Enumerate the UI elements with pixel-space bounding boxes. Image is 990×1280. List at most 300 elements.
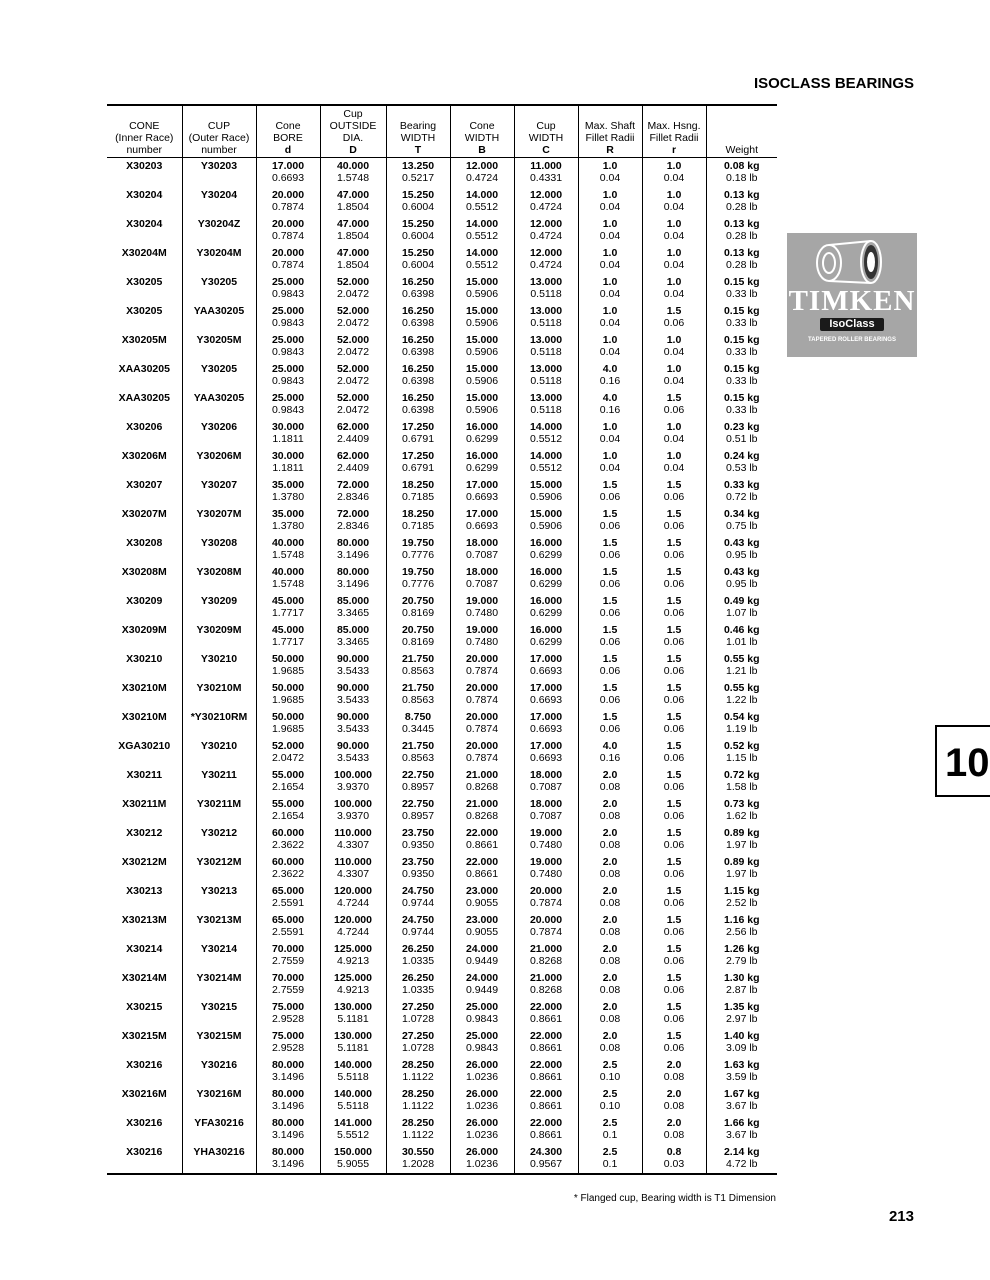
table-body — [107, 158, 777, 1175]
secondary-value: 0.06 — [663, 1013, 685, 1025]
primary-value: 2.0 — [602, 1001, 618, 1013]
primary-value: 0.73 kg — [723, 798, 760, 810]
secondary-value: 0.06 — [663, 810, 685, 822]
primary-value: 1.0 — [666, 421, 682, 433]
value-cell — [514, 738, 578, 767]
secondary-value: 0.7874 — [465, 665, 499, 677]
primary-value: 1.5 — [602, 508, 618, 520]
primary-value: 35.000 — [271, 479, 305, 491]
value-cell — [642, 651, 706, 680]
secondary-value: 0.8661 — [465, 839, 499, 851]
value-cell — [450, 796, 514, 825]
primary-value: 20.000 — [271, 218, 305, 230]
value-cell — [386, 593, 450, 622]
secondary-value: 3.67 lb — [725, 1129, 758, 1141]
cup-number-cell: Y30207 — [182, 477, 256, 506]
value-cell — [578, 593, 642, 622]
primary-value: 15.000 — [465, 276, 499, 288]
value-cell — [642, 158, 706, 188]
primary-value: 0.55 kg — [723, 653, 760, 665]
value-cell — [642, 390, 706, 419]
secondary-value: 0.04 — [663, 230, 685, 242]
primary-value: 80.000 — [336, 566, 370, 578]
secondary-value: 0.16 — [599, 404, 621, 416]
secondary-value: 0.6398 — [401, 288, 435, 300]
value-cell — [578, 1144, 642, 1174]
secondary-value: 0.6693 — [271, 172, 305, 184]
secondary-value: 1.1122 — [402, 1071, 434, 1083]
value-cell — [578, 419, 642, 448]
primary-value: 16.250 — [401, 305, 435, 317]
primary-value: 55.000 — [271, 798, 305, 810]
secondary-value: 0.08 — [599, 1042, 621, 1054]
secondary-value: 0.16 — [599, 375, 621, 387]
value-cell — [256, 245, 320, 274]
primary-value: 24.300 — [529, 1146, 563, 1158]
secondary-value: 0.6791 — [401, 462, 435, 474]
secondary-value: 0.95 lb — [725, 578, 758, 590]
cone-number-cell: XGA30210 — [118, 740, 171, 752]
primary-value: 1.5 — [666, 1001, 682, 1013]
cup-number-cell: YHA30216 — [182, 1144, 256, 1174]
primary-value: 20.000 — [465, 740, 499, 752]
primary-value: 12.000 — [529, 218, 563, 230]
secondary-value: 0.7776 — [401, 578, 435, 590]
value-cell — [320, 738, 386, 767]
secondary-value: 0.06 — [599, 491, 621, 503]
primary-value: 110.000 — [334, 827, 372, 839]
secondary-value: 0.9843 — [465, 1013, 499, 1025]
secondary-value: 0.06 — [663, 578, 685, 590]
primary-value: 1.15 kg — [723, 885, 760, 897]
value-cell — [256, 1086, 320, 1115]
secondary-value: 0.5118 — [530, 346, 562, 358]
primary-value: 150.000 — [334, 1146, 372, 1158]
table-row — [107, 883, 777, 912]
primary-value: 90.000 — [336, 682, 370, 694]
cup-number-cell: Y30208M — [182, 564, 256, 593]
primary-value: 1.5 — [666, 392, 682, 404]
value-cell — [320, 158, 386, 188]
value-cell — [578, 303, 642, 332]
secondary-value: 0.6693 — [465, 520, 499, 532]
cup-number-cell: Y30204M — [182, 245, 256, 274]
secondary-value: 0.9350 — [401, 839, 435, 851]
secondary-value: 0.7776 — [401, 549, 435, 561]
column-header — [320, 105, 386, 158]
primary-value: 90.000 — [336, 711, 370, 723]
primary-value: 50.000 — [271, 653, 305, 665]
value-cell — [256, 506, 320, 535]
primary-value: 16.250 — [401, 276, 435, 288]
value-cell — [386, 767, 450, 796]
secondary-value: 2.1654 — [271, 781, 305, 793]
secondary-value: 0.08 — [663, 1071, 685, 1083]
value-cell — [320, 448, 386, 477]
secondary-value: 1.19 lb — [725, 723, 758, 735]
value-cell — [706, 709, 777, 738]
value-cell — [514, 1028, 578, 1057]
value-cell — [514, 941, 578, 970]
secondary-value: 0.9744 — [401, 926, 435, 938]
table-row — [107, 1086, 777, 1115]
primary-value: 22.000 — [529, 1030, 563, 1042]
primary-value: 16.250 — [401, 392, 435, 404]
cone-number-cell: X30206M — [121, 450, 167, 462]
value-cell — [450, 709, 514, 738]
secondary-value: 0.72 lb — [725, 491, 758, 503]
secondary-value: 4.72 lb — [725, 1158, 758, 1170]
secondary-value: 0.08 — [599, 868, 621, 880]
primary-value: 20.000 — [465, 682, 499, 694]
value-cell — [706, 883, 777, 912]
cone-number-cell: X30216 — [126, 1117, 163, 1129]
value-cell — [642, 303, 706, 332]
value-cell — [320, 825, 386, 854]
primary-value: 14.000 — [465, 189, 499, 201]
value-cell — [386, 1144, 450, 1174]
value-cell — [320, 274, 386, 303]
value-cell — [578, 970, 642, 999]
secondary-value: 0.8563 — [401, 694, 435, 706]
secondary-value: 0.18 lb — [725, 172, 758, 184]
primary-value: 17.000 — [271, 160, 305, 172]
value-cell — [450, 622, 514, 651]
table-row — [107, 651, 777, 680]
secondary-value: 0.6693 — [529, 723, 563, 735]
primary-value: 1.66 kg — [723, 1117, 760, 1129]
value-cell — [256, 883, 320, 912]
primary-value: 14.000 — [529, 450, 563, 462]
value-cell — [386, 854, 450, 883]
primary-value: 80.000 — [271, 1088, 305, 1100]
value-cell — [642, 825, 706, 854]
secondary-value: 0.7874 — [465, 723, 499, 735]
table-row — [107, 680, 777, 709]
primary-value: 1.26 kg — [723, 943, 760, 955]
value-cell — [706, 1086, 777, 1115]
value-cell — [256, 709, 320, 738]
secondary-value: 0.9055 — [465, 897, 499, 909]
value-cell — [514, 709, 578, 738]
secondary-value: 1.22 lb — [725, 694, 758, 706]
value-cell — [514, 1144, 578, 1174]
secondary-value: 2.97 lb — [725, 1013, 758, 1025]
primary-value: 1.5 — [666, 798, 682, 810]
primary-value: 26.000 — [465, 1088, 499, 1100]
table-row — [107, 1028, 777, 1057]
primary-value: 100.000 — [334, 798, 372, 810]
header-line: (Outer Race) — [188, 132, 250, 144]
secondary-value: 0.06 — [663, 491, 685, 503]
secondary-value: 1.97 lb — [725, 868, 758, 880]
value-cell — [514, 274, 578, 303]
primary-value: 27.250 — [401, 1001, 435, 1013]
primary-value: 15.250 — [401, 247, 435, 259]
secondary-value: 0.6299 — [529, 549, 563, 561]
secondary-value: 0.8661 — [529, 1042, 563, 1054]
primary-value: 25.000 — [271, 392, 305, 404]
primary-value: 4.0 — [602, 392, 618, 404]
secondary-value: 3.5433 — [336, 752, 370, 764]
secondary-value: 0.28 lb — [725, 230, 758, 242]
secondary-value: 0.5118 — [530, 288, 562, 300]
primary-value: 19.000 — [529, 856, 563, 868]
value-cell — [706, 361, 777, 390]
primary-value: 15.000 — [465, 334, 499, 346]
secondary-value: 1.1122 — [402, 1129, 434, 1141]
value-cell — [320, 361, 386, 390]
primary-value: 4.0 — [602, 740, 618, 752]
primary-value: 22.000 — [529, 1059, 563, 1071]
primary-value: 130.000 — [334, 1001, 372, 1013]
primary-value: 16.250 — [401, 363, 435, 375]
value-cell — [450, 970, 514, 999]
secondary-value: 0.33 lb — [725, 346, 758, 358]
secondary-value: 0.6398 — [401, 375, 435, 387]
primary-value: 11.000 — [530, 160, 562, 172]
primary-value: 1.0 — [602, 450, 618, 462]
primary-value: 80.000 — [271, 1146, 305, 1158]
value-cell — [706, 535, 777, 564]
secondary-value: 0.6398 — [401, 346, 435, 358]
secondary-value: 3.1496 — [271, 1129, 305, 1141]
value-cell — [256, 593, 320, 622]
primary-value: 16.250 — [401, 334, 435, 346]
table-row — [107, 738, 777, 767]
primary-value: 45.000 — [271, 624, 305, 636]
secondary-value: 1.9685 — [271, 694, 305, 706]
secondary-value: 0.06 — [663, 723, 685, 735]
primary-value: 0.24 kg — [723, 450, 760, 462]
value-cell — [642, 622, 706, 651]
secondary-value: 0.75 lb — [725, 520, 758, 532]
value-cell — [578, 361, 642, 390]
secondary-value: 0.04 — [599, 172, 621, 184]
value-cell — [386, 999, 450, 1028]
secondary-value: 0.5906 — [529, 491, 563, 503]
primary-value: 0.15 kg — [723, 305, 760, 317]
primary-value: 18.250 — [401, 479, 435, 491]
primary-value: 1.16 kg — [723, 914, 760, 926]
value-cell — [386, 303, 450, 332]
secondary-value: 0.06 — [663, 868, 685, 880]
secondary-value: 0.33 lb — [725, 375, 758, 387]
secondary-value: 0.8268 — [529, 955, 563, 967]
value-cell — [386, 622, 450, 651]
cup-number-cell: YFA30216 — [182, 1115, 256, 1144]
secondary-value: 0.6398 — [401, 317, 435, 329]
primary-value: 0.72 kg — [723, 769, 760, 781]
value-cell — [450, 158, 514, 188]
primary-value: 8.750 — [404, 711, 432, 723]
primary-value: 17.000 — [529, 740, 563, 752]
column-header — [386, 105, 450, 158]
secondary-value: 3.5433 — [336, 694, 370, 706]
header-line: Max. Hsng. — [647, 120, 701, 132]
primary-value: 28.250 — [401, 1117, 435, 1129]
value-cell — [386, 245, 450, 274]
primary-value: 20.000 — [529, 914, 563, 926]
value-cell — [320, 999, 386, 1028]
primary-value: 19.750 — [401, 566, 435, 578]
table-row — [107, 1115, 777, 1144]
primary-value: 0.15 kg — [723, 334, 760, 346]
secondary-value: 2.4409 — [336, 462, 370, 474]
secondary-value: 0.04 — [663, 201, 685, 213]
value-cell — [514, 535, 578, 564]
value-cell — [256, 564, 320, 593]
header-line: T — [414, 144, 422, 156]
primary-value: 65.000 — [271, 885, 305, 897]
secondary-value: 0.8661 — [529, 1129, 563, 1141]
cone-number-cell: XAA30205 — [118, 392, 170, 404]
cone-number-cell: X30208M — [121, 566, 167, 578]
header-line: Fillet Radii — [649, 132, 699, 144]
secondary-value: 1.5748 — [336, 172, 370, 184]
value-cell — [642, 767, 706, 796]
value-cell — [320, 1028, 386, 1057]
primary-value: 25.000 — [271, 363, 305, 375]
primary-value: 60.000 — [271, 827, 305, 839]
primary-value: 13.000 — [529, 305, 563, 317]
secondary-value: 2.4409 — [336, 433, 370, 445]
primary-value: 1.5 — [666, 682, 682, 694]
primary-value: 17.000 — [529, 682, 563, 694]
value-cell — [642, 332, 706, 361]
cone-number-cell: X30207M — [121, 508, 167, 520]
column-header — [107, 105, 182, 158]
header-line: C — [542, 144, 550, 156]
table-row — [107, 941, 777, 970]
primary-value: 21.750 — [401, 740, 435, 752]
value-cell — [642, 245, 706, 274]
secondary-value: 3.1496 — [336, 578, 370, 590]
cup-number-cell: Y30214 — [182, 941, 256, 970]
secondary-value: 0.04 — [663, 288, 685, 300]
secondary-value: 0.7874 — [271, 259, 305, 271]
value-cell — [578, 767, 642, 796]
secondary-value: 0.06 — [663, 549, 685, 561]
primary-value: 125.000 — [334, 943, 372, 955]
value-cell — [642, 796, 706, 825]
secondary-value: 1.0236 — [465, 1071, 499, 1083]
value-cell — [642, 535, 706, 564]
secondary-value: 5.5512 — [336, 1129, 370, 1141]
cone-number-cell: X30205 — [126, 305, 163, 317]
primary-value: 16.000 — [529, 566, 563, 578]
value-cell — [450, 999, 514, 1028]
secondary-value: 1.0335 — [401, 955, 435, 967]
secondary-value: 0.06 — [599, 520, 621, 532]
section-title: ISOCLASS BEARINGS — [753, 75, 914, 92]
secondary-value: 2.0472 — [336, 346, 370, 358]
secondary-value: 0.6004 — [401, 201, 435, 213]
value-cell — [706, 158, 777, 188]
primary-value: 1.5 — [666, 827, 682, 839]
primary-value: 2.0 — [602, 769, 618, 781]
primary-value: 22.000 — [529, 1001, 563, 1013]
cone-number-cell: X30212 — [126, 827, 163, 839]
primary-value: 45.000 — [271, 595, 305, 607]
value-cell — [256, 477, 320, 506]
table-row — [107, 332, 777, 361]
value-cell — [706, 738, 777, 767]
table-row — [107, 564, 777, 593]
primary-value: 0.8 — [666, 1146, 682, 1158]
primary-value: 20.000 — [465, 653, 499, 665]
value-cell — [256, 970, 320, 999]
value-cell — [578, 506, 642, 535]
secondary-value: 0.06 — [663, 984, 685, 996]
value-cell — [706, 651, 777, 680]
secondary-value: 0.7480 — [465, 636, 499, 648]
value-cell — [706, 332, 777, 361]
secondary-value: 0.7874 — [529, 897, 563, 909]
cone-number-cell: X30205M — [121, 334, 167, 346]
value-cell — [320, 390, 386, 419]
primary-value: 18.000 — [465, 537, 499, 549]
primary-value: 0.43 kg — [723, 537, 760, 549]
cone-number-cell: X30216 — [107, 1144, 182, 1174]
table-row — [107, 709, 777, 738]
value-cell — [706, 941, 777, 970]
value-cell — [256, 912, 320, 941]
primary-value: 21.750 — [401, 682, 435, 694]
primary-value: 1.5 — [666, 537, 682, 549]
secondary-value: 0.06 — [599, 607, 621, 619]
secondary-value: 4.3307 — [336, 868, 370, 880]
primary-value: 0.33 kg — [723, 479, 760, 491]
secondary-value: 0.1 — [602, 1129, 618, 1141]
primary-value: 70.000 — [271, 972, 305, 984]
primary-value: 16.000 — [529, 537, 563, 549]
secondary-value: 0.08 — [599, 926, 621, 938]
value-cell — [706, 506, 777, 535]
table-row — [107, 1144, 777, 1174]
secondary-value: 0.06 — [663, 1042, 685, 1054]
primary-value: 62.000 — [336, 421, 370, 433]
secondary-value: 0.06 — [599, 665, 621, 677]
value-cell — [450, 274, 514, 303]
value-cell — [320, 651, 386, 680]
header-line: CONE — [129, 120, 160, 132]
value-cell — [320, 796, 386, 825]
value-cell — [514, 825, 578, 854]
primary-value: 21.000 — [465, 769, 499, 781]
value-cell — [386, 680, 450, 709]
primary-value: 1.0 — [666, 247, 682, 259]
value-cell — [706, 187, 777, 216]
secondary-value: 1.15 lb — [725, 752, 758, 764]
secondary-value: 0.04 — [599, 317, 621, 329]
secondary-value: 0.6693 — [529, 752, 563, 764]
cone-number-cell: X30204 — [126, 218, 163, 230]
primary-value: 140.000 — [334, 1088, 372, 1100]
value-cell — [642, 970, 706, 999]
secondary-value: 0.6299 — [465, 462, 499, 474]
value-cell — [706, 216, 777, 245]
value-cell — [386, 564, 450, 593]
secondary-value: 1.0728 — [401, 1013, 435, 1025]
secondary-value: 0.5906 — [465, 317, 499, 329]
value-cell — [386, 651, 450, 680]
primary-value: 20.750 — [401, 595, 435, 607]
primary-value: 90.000 — [336, 653, 370, 665]
value-cell — [450, 912, 514, 941]
cup-number-cell: Y30216 — [182, 1057, 256, 1086]
value-cell — [256, 390, 320, 419]
